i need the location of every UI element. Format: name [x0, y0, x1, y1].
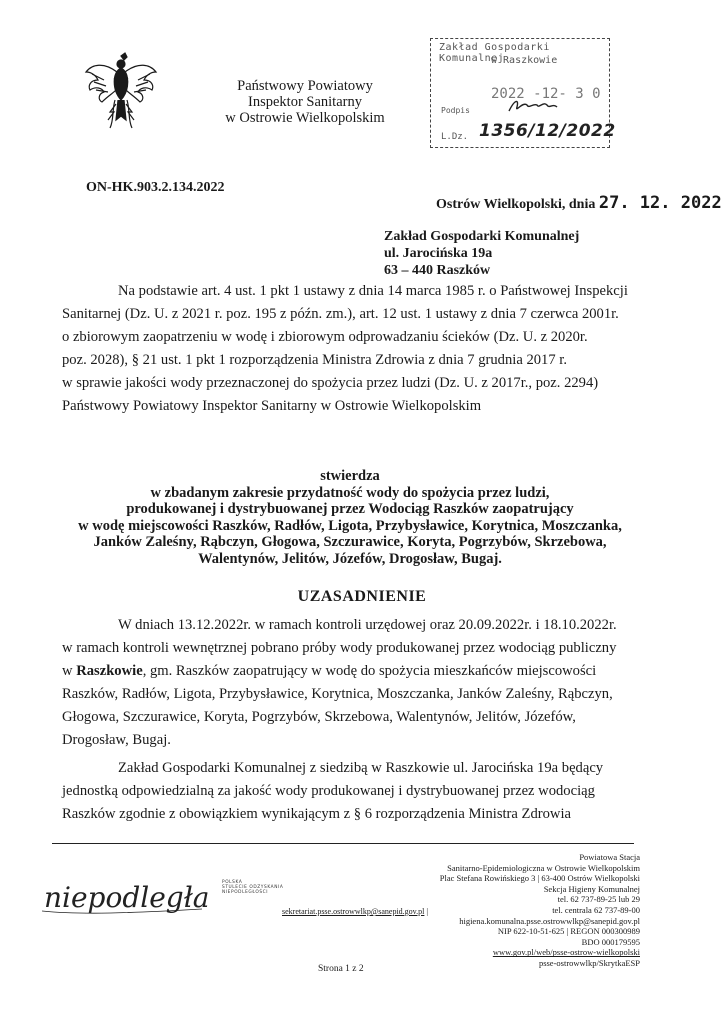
- logo-caption: POLSKA STULECIE ODZYSKANIA NIEPODLEGŁOŚCI: [222, 880, 284, 896]
- footer-contact: Powiatowa Stacja Sanitarno-Epidemiologiczna w Ostrowie Wielkopolskim Plac Stefana Rowińskiego 3 | 63-400 Ostrów Wielkopolski Sekcja Higieny Komunalnej tel. 62 737-89-25 lub 29 tel. centrala 62 737-89-00 higiena.komunalna.psse.ostrowwlkp@sanepid.gov.pl NIP 622-10-51-625 | REGON 000300989 BDO 000179595 www.gov.pl/web/psse-ostrow-wielkopolski psse-ostrowwlkp/SkrytkaESP: [400, 852, 640, 969]
- justification-paragraph-2: Zakład Gospodarki Komunalnej z siedzibą w Raszkowie ul. Jarocińska 19a będący jednostką odpowiedzialną za jakość wody produkowanej i dystrybuowanej przez wodociąg Raszków zgodnie z obowiązkiem wynikającym z § 6 rozporządzenia Ministra Zdrowia: [62, 760, 604, 822]
- stamp-date: 2022 -12- 3 0: [491, 86, 601, 102]
- legal-basis-paragraph: Na podstawie art. 4 ust. 1 pkt 1 ustawy z dnia 14 marca 1985 r. o Państwowej Inspekcji Sanitarnej (Dz. U. z 2021 r. poz. 195 z późn. zm.), art. 12 ust. 1 ustawy z dnia 7 czerwca 2001r. o zbiorowym zaopatrzeniu w wodę i zbiorowym odprowadzaniu ścieków (Dz. U. z 2020r. poz. 2028), § 21 ust. 1 pkt 1 rozporządzenia Ministra Zdrowia z dnia 7 grudnia 2017 r. w sprawie jakości wody przeznaczonej do spożycia przez ludzi (Dz. U. z 2017r., poz. 2294) Państwowy Powiatowy Inspektor Sanitarny w Ostrowie Wielkopolskim: [62, 283, 628, 414]
- stamp-ldz-label: L.Dz.: [441, 132, 469, 142]
- recipient-address: Zakład Gospodarki Komunalnej ul. Jarocińska 19a 63 – 440 Raszków: [384, 229, 580, 278]
- registry-stamp: [430, 38, 616, 148]
- website-link[interactable]: www.gov.pl/web/psse-ostrow-wielkopolski: [492, 947, 640, 958]
- reference-number: ON-HK.903.2.134.2022: [86, 180, 225, 195]
- section-email-link[interactable]: higiena.komunalna.psse.ostrowwlkp@sanepid.gov.pl: [459, 915, 640, 926]
- place-date: [436, 193, 722, 213]
- footer-divider: [52, 843, 634, 844]
- signature-icon: [505, 97, 565, 117]
- stamp-ldz-number: 1356/12/2022: [479, 121, 616, 141]
- stamp-line-1: Zakład Gospodarki Komunalnej: [439, 42, 550, 64]
- svg-text:niepodległa: niepodległa: [44, 881, 210, 914]
- justification-title: UZASADNIENIE: [297, 588, 427, 605]
- place-date-label: Ostrów Wielkopolski, dnia: [436, 197, 596, 212]
- document-date: 27. 12. 2022: [598, 193, 722, 213]
- stamp-line-2: w Raszkowie: [491, 55, 558, 66]
- institution-name: Państwowy Powiatowy Inspektor Sanitarny w Ostrowie Wielkopolskim: [225, 78, 385, 126]
- stamp-podpis-label: Podpis: [441, 106, 470, 115]
- eagle-emblem-icon: [82, 50, 160, 132]
- general-email-link[interactable]: sekretariat.psse.ostrowwlkp@sanepid.gov.pl: [282, 907, 425, 916]
- general-email: sekretariat.psse.ostrowwlkp@sanepid.gov.pl |: [282, 907, 428, 916]
- page-number: Strona 1 z 2: [318, 964, 364, 974]
- decision-block: stwierdza w zbadanym zakresie przydatność wody do spożycia przez ludzi, produkowanej i dystrybuowanej przez Wodociąg Raszków zaopatrujący w wodę miejscowości Raszków, Radłów, Ligota, Przybysławice, Korytnica, Moszczanka, Janków Zaleśny, Rąbczyn, Głogowa, Szczurawice, Koryta, Pogrzybów, Skrzebowa, Walentynów, Jelitów, Józefów, Drogosław, Bugaj.: [78, 468, 622, 567]
- justification-paragraph-1: W dniach 13.12.2022r. w ramach kontroli urzędowej oraz 20.09.2022r. i 18.10.2022r. w ramach kontroli wewnętrznej pobrano próby wody produkowanej przez wodociąg publiczny w Raszkowie, gm. Raszków zaopatrujący w wodę do spożycia mieszkańców miejscowości Raszków, Radłów, Ligota, Przybysławice, Korytnica, Moszczanka, Janków Zaleśny, Rąbczyn, Głogowa, Szczurawice, Koryta, Pogrzybów, Skrzebowa, Walentynów, Jelitów, Józefów, Drogosław, Bugaj.: [62, 617, 617, 748]
- niepodlegla-logo-icon: [42, 875, 212, 920]
